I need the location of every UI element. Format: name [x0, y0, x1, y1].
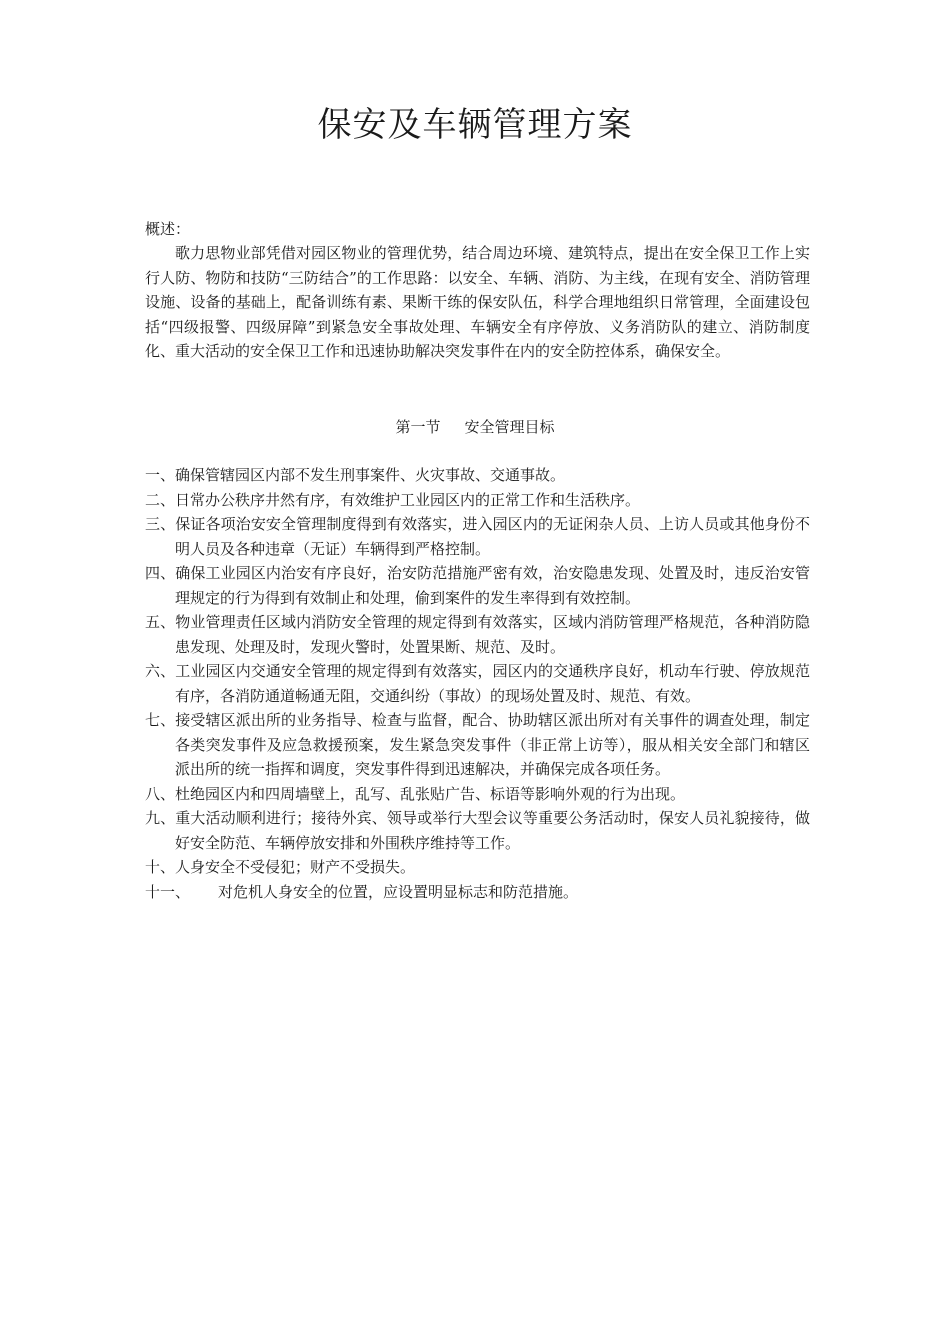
goal-text: 工业园区内交通安全管理的规定得到有效落实，园区内的交通秩序良好，机动车行驶、停放规范有序，各消防通道畅通无阻，交通纠纷（事故）的现场处置及时、规范、有效。 [175, 662, 810, 705]
goal-text: 对危机人身安全的位置，应设置明显标志和防范措施。 [218, 882, 579, 901]
overview-paragraph: 歌力思物业部凭借对园区物业的管理优势，结合周边环境、建筑特点，提出在安全保卫工作上实行人防、物防和技防“三防结合”的工作思路：以安全、车辆、消防、为主线，在现有安全、消防管理设施、设备的基础上，配备训练有素、果断干练的保安队伍，科学合理地组织日常管理，全面建设包括“四级报警、四级屏障”到紧急安全事故处理、车辆安全有序停放、义务消防队的建立、消防制度化、重大活动的安全保卫工作和迅速协助解决突发事件在内的安全防控体系，确保安全。 [145, 244, 810, 360]
goal-item [145, 855, 810, 880]
goal-list [145, 463, 810, 904]
goal-text: 接受辖区派出所的业务指导、检查与监督，配合、协助辖区派出所对有关事件的调查处理，制定各类突发事件及应急救援预案，发生紧急突发事件（非正常上访等），服从相关安全部门和辖区派出所的统一指挥和调度，突发事件得到迅速解决，并确保完成各项任务。 [175, 711, 810, 778]
overview-label: 概述： [145, 220, 191, 238]
goal-number: 五、 [145, 613, 176, 631]
goal-text: 人身安全不受侵犯；财产不受损失。 [175, 858, 416, 876]
section-title: 安全管理目标 [464, 418, 555, 436]
goal-text: 日常办公秩序井然有序，有效维护工业园区内的正常工作和生活秩序。 [175, 490, 641, 509]
goal-text: 确保管辖园区内部不发生刑事案件、火灾事故、交通事故。 [175, 466, 566, 484]
section-number: 第一节 [395, 418, 441, 436]
goal-item [145, 610, 810, 659]
goal-item [145, 659, 810, 708]
goal-number: 六、 [145, 662, 176, 680]
goal-text: 物业管理责任区域内消防安全管理的规定得到有效落实，区域内消防管理严格规范，各种消防隐患发现、处理及时，发现火警时，处置果断、规范、及时。 [175, 613, 810, 656]
goal-item [145, 512, 810, 561]
goal-item [145, 782, 810, 807]
goal-text: 重大活动顺利进行；接待外宾、领导或举行大型会议等重要公务活动时，保安人员礼貌接待，做好安全防范、车辆停放安排和外围秩序维持等工作。 [175, 809, 810, 852]
goal-number: 一、 [145, 466, 176, 484]
goal-number: 十、 [145, 858, 176, 876]
document-title: 保安及车辆管理方案 [317, 105, 633, 145]
goal-item [145, 488, 810, 513]
goal-text: 保证各项治安安全管理制度得到有效落实，进入园区内的无证闲杂人员、上访人员或其他身份不明人员及各种违章（无证）车辆得到严格控制。 [175, 515, 810, 558]
goal-number: 三、 [145, 515, 176, 533]
goal-number: 七、 [145, 711, 176, 729]
goal-item [145, 708, 810, 782]
goal-item [145, 880, 810, 905]
goal-text: 确保工业园区内治安有序良好，治安防范措施严密有效，治安隐患发现、处置及时，违反治安管理规定的行为得到有效制止和处理，偷到案件的发生率得到有效控制。 [175, 564, 810, 607]
goal-text: 杜绝园区内和四周墙壁上，乱写、乱张贴广告、标语等影响外观的行为出现。 [175, 784, 686, 803]
goal-item [145, 463, 810, 488]
goal-item [145, 806, 810, 855]
goal-number: 二、 [145, 490, 176, 509]
goal-number: 四、 [145, 564, 176, 582]
goal-number: 十一、 [145, 882, 191, 901]
goal-number: 八、 [145, 784, 176, 803]
section-heading [0, 415, 950, 439]
goal-number: 九、 [145, 809, 176, 827]
goal-item [145, 561, 810, 610]
